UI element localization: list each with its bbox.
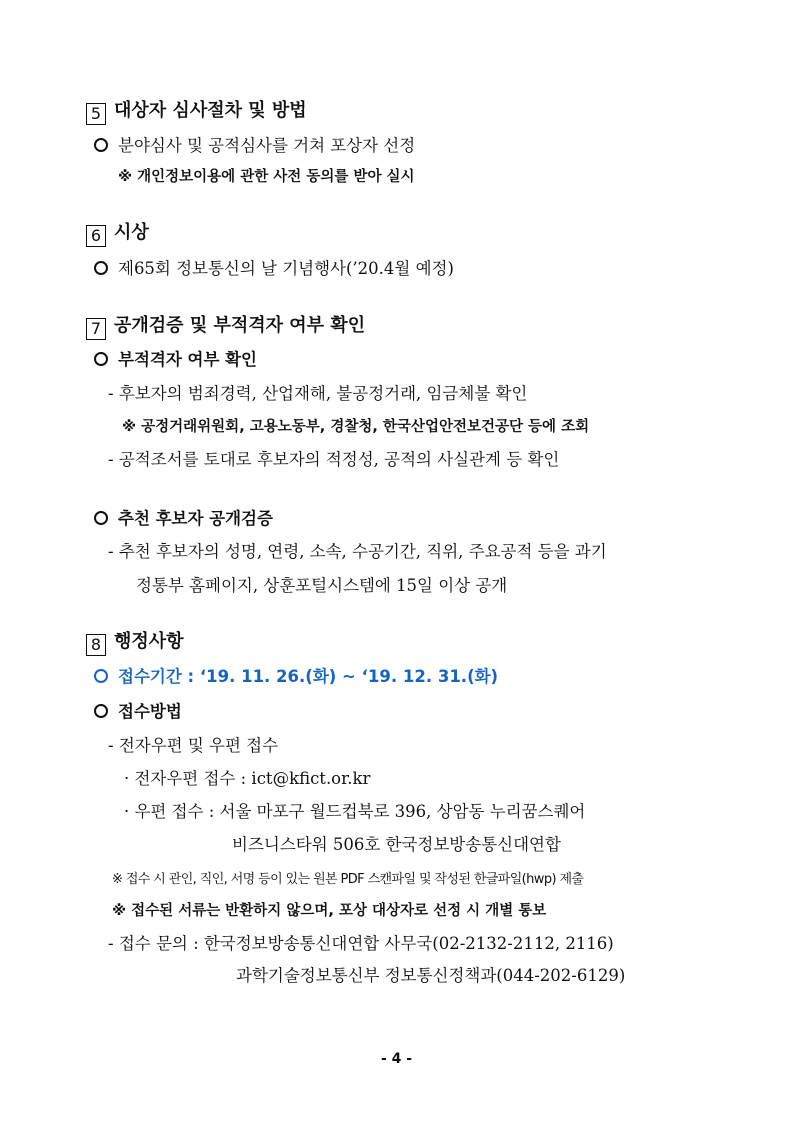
note-text: ※ 접수 시 관인, 직인, 서명 등이 있는 원본 PDF 스캔파일 및 작성된 한글파일(hwp) 제출 <box>112 872 584 887</box>
section-title: 시상 <box>114 222 149 243</box>
bullet-item <box>94 352 257 369</box>
section-title: 행정사항 <box>114 631 184 652</box>
bullet-item <box>94 261 454 278</box>
circle-bullet-icon <box>94 352 108 366</box>
section-title: 공개검증 및 부적격자 여부 확인 <box>114 315 366 336</box>
section-number-box: 8 <box>86 634 106 656</box>
circle-bullet-icon <box>94 669 108 683</box>
bullet-item <box>94 511 273 528</box>
note-text: ※ 개인정보이용에 관한 사전 동의를 받아 실시 <box>118 169 415 185</box>
section-title: 대상자 심사절차 및 방법 <box>114 100 307 121</box>
dash-item: - 전자우편 및 우편 접수 <box>108 736 279 755</box>
note-text: ※ 접수된 서류는 반환하지 않으며, 포상 대상자로 선정 시 개별 통보 <box>112 903 547 919</box>
dash-item: - 공적조서를 토대로 후보자의 적정성, 공적의 사실관계 등 확인 <box>108 450 560 469</box>
section-6-heading <box>86 224 149 247</box>
bullet-text: 접수방법 <box>118 702 182 721</box>
circle-bullet-icon <box>94 138 108 152</box>
section-5-heading <box>86 102 307 125</box>
bullet-text: 분야심사 및 공적심사를 거쳐 포상자 선정 <box>118 136 416 155</box>
dash-item: - 후보자의 범죄경력, 산업재해, 불공정거래, 임금체불 확인 <box>108 384 528 403</box>
dash-item-continued: 과학기술정보통신부 정보통신정책과(044-202-6129) <box>236 966 626 985</box>
bullet-text: 제65회 정보통신의 날 기념행사(’20.4월 예정) <box>118 259 454 278</box>
bullet-item <box>94 138 415 155</box>
dash-item-continued: 정통부 홈페이지, 상훈포털시스템에 15일 이상 공개 <box>136 576 508 595</box>
bullet-text: 부적격자 여부 확인 <box>118 350 258 369</box>
note-text: ※ 공정거래위원회, 고용노동부, 경찰청, 한국산업안전보건공단 등에 조회 <box>122 419 590 435</box>
bullet-item-highlight <box>94 669 498 686</box>
circle-bullet-icon <box>94 704 108 718</box>
section-number-box: 6 <box>86 225 106 247</box>
bullet-text: 추천 후보자 공개검증 <box>118 509 273 528</box>
section-number-box: 7 <box>86 318 106 340</box>
circle-bullet-icon <box>94 511 108 525</box>
sub-item: · 전자우편 접수 : ict@kfict.or.kr <box>124 769 371 788</box>
dash-item: - 접수 문의 : 한국정보방송통신대연합 사무국(02-2132-2112, 2116) <box>108 934 614 953</box>
circle-bullet-icon <box>94 261 108 275</box>
section-7-heading <box>86 317 365 340</box>
sub-item-continued: 비즈니스타워 506호 한국정보방송통신대연합 <box>232 835 561 854</box>
bullet-text: 접수기간 : ‘19. 11. 26.(화) ~ ‘19. 12. 31.(화) <box>118 667 499 686</box>
section-number-box: 5 <box>86 103 106 125</box>
bullet-item <box>94 704 182 721</box>
dash-item: - 추천 후보자의 성명, 연령, 소속, 수공기간, 직위, 주요공적 등을 과기 <box>108 542 607 561</box>
page-number: - 4 - <box>380 1051 413 1067</box>
sub-item: · 우편 접수 : 서울 마포구 월드컵북로 396, 상암동 누리꿈스퀘어 <box>124 802 586 821</box>
section-8-heading <box>86 633 184 656</box>
